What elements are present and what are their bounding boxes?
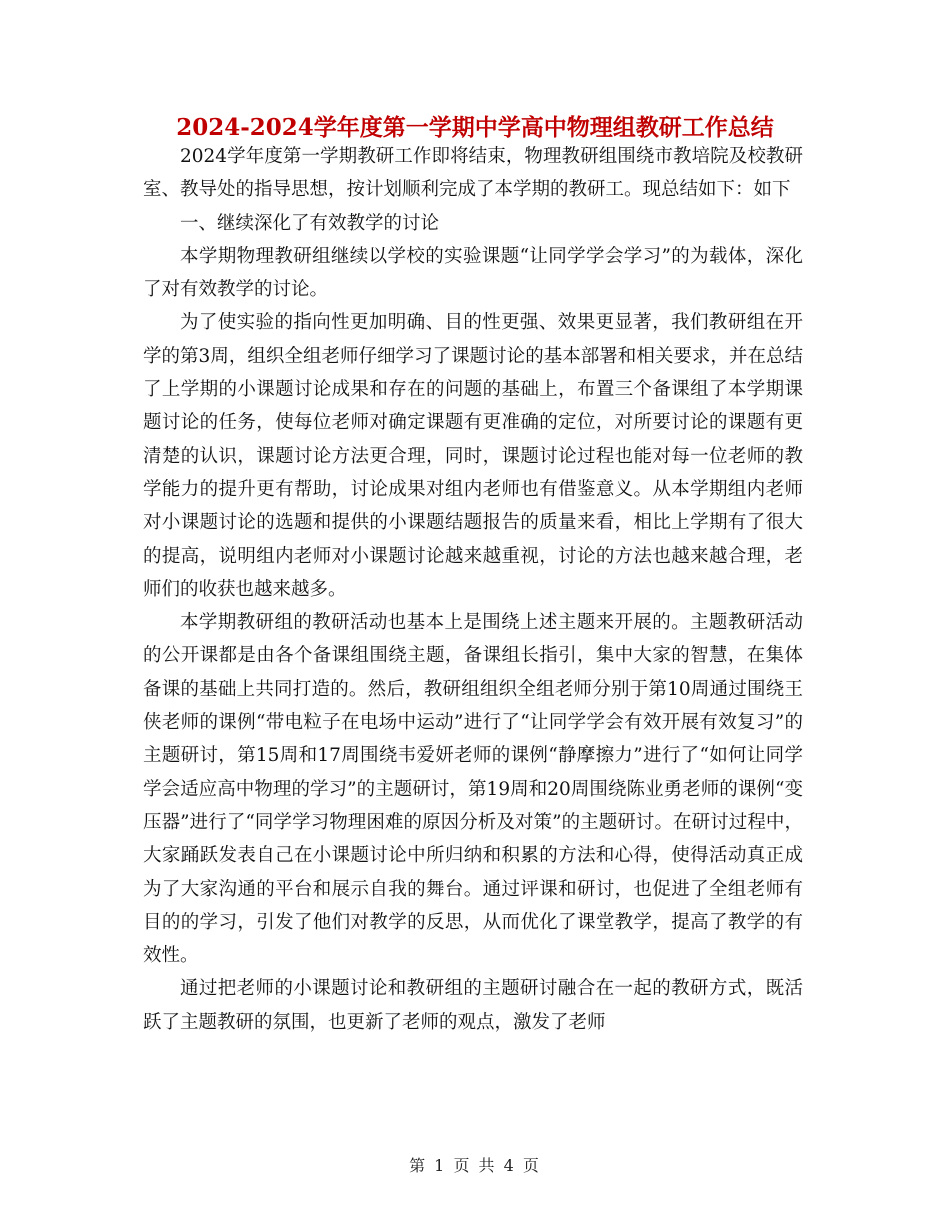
paragraph: 通过把老师的小课题讨论和教研组的主题研讨融合在一起的教研方式，既活跃了主题教研的氛围，也更新了老师的观点，激发了老师: [143, 978, 803, 1033]
paragraph: 本学期物理教研组继续以学校的实验课题“让同学学会学习”的为载体，深化了对有效教学的讨论。: [143, 245, 803, 301]
paragraph-intro: 2024学年度第一学期教研工作即将结束，物理教研组围绕市教培院及校教研室、教导处的指导思想，按计划顺利完成了本学期的教研工。现总结如下：如下: [143, 146, 803, 201]
section-heading-1: 一、继续深化了有效教学的讨论: [180, 212, 440, 234]
document-title: 2024-2024学年度第一学期中学高中物理组教研工作总结: [176, 114, 774, 141]
document-body: [143, 140, 803, 1039]
paragraph: 本学期教研组的教研活动也基本上是围绕上述主题来开展的。主题教研活动的公开课都是由各个备课组围绕主题，备课组长指引，集中大家的智慧，在集体备课的基础上共同打造的。然后，教研组组织全组老师分别于第10周通过围绕王侠老师的课例“带电粒子在电场中运动”进行了“让同学学会有效开展有效复习”的主题研讨，第15周和17周围绕韦爱妍老师的课例“静摩擦力”进行了“如何让同学学会适应高中物理的学习”的主题研讨，第19周和20周围绕陈业勇老师的课例“变压器”进行了“同学学习物理困难的原因分析及对策”的主题研讨。在研讨过程中，大家踊跃发表自己在小课题讨论中所归纳和积累的方法和心得，使得活动真正成为了大家沟通的平台和展示自我的舞台。通过评课和研讨，也促进了全组老师有目的的学习，引发了他们对教学的反思，从而优化了课堂教学，提高了教学的有效性。: [143, 612, 803, 967]
page-footer: 第 1 页 共 4 页: [409, 1156, 541, 1175]
paragraph: 为了使实验的指向性更加明确、目的性更强、效果更显著，我们教研组在开学的第3周，组织全组老师仔细学习了课题讨论的基本部署和相关要求，并在总结了上学期的小课题讨论成果和存在的问题的基础上，布置三个备课组了本学期课题讨论的任务，使每位老师对确定课题有更准确的定位，对所要讨论的课题有更清楚的认识，课题讨论方法更合理，同时，课题讨论过程也能对每一位老师的教学能力的提升更有帮助，讨论成果对组内老师也有借鉴意义。从本学期组内老师对小课题讨论的选题和提供的小课题结题报告的质量来看，相比上学期有了很大的提高，说明组内老师对小课题讨论越来越重视，讨论的方法也越来越合理，老师们的收获也越来越多。: [143, 312, 803, 600]
